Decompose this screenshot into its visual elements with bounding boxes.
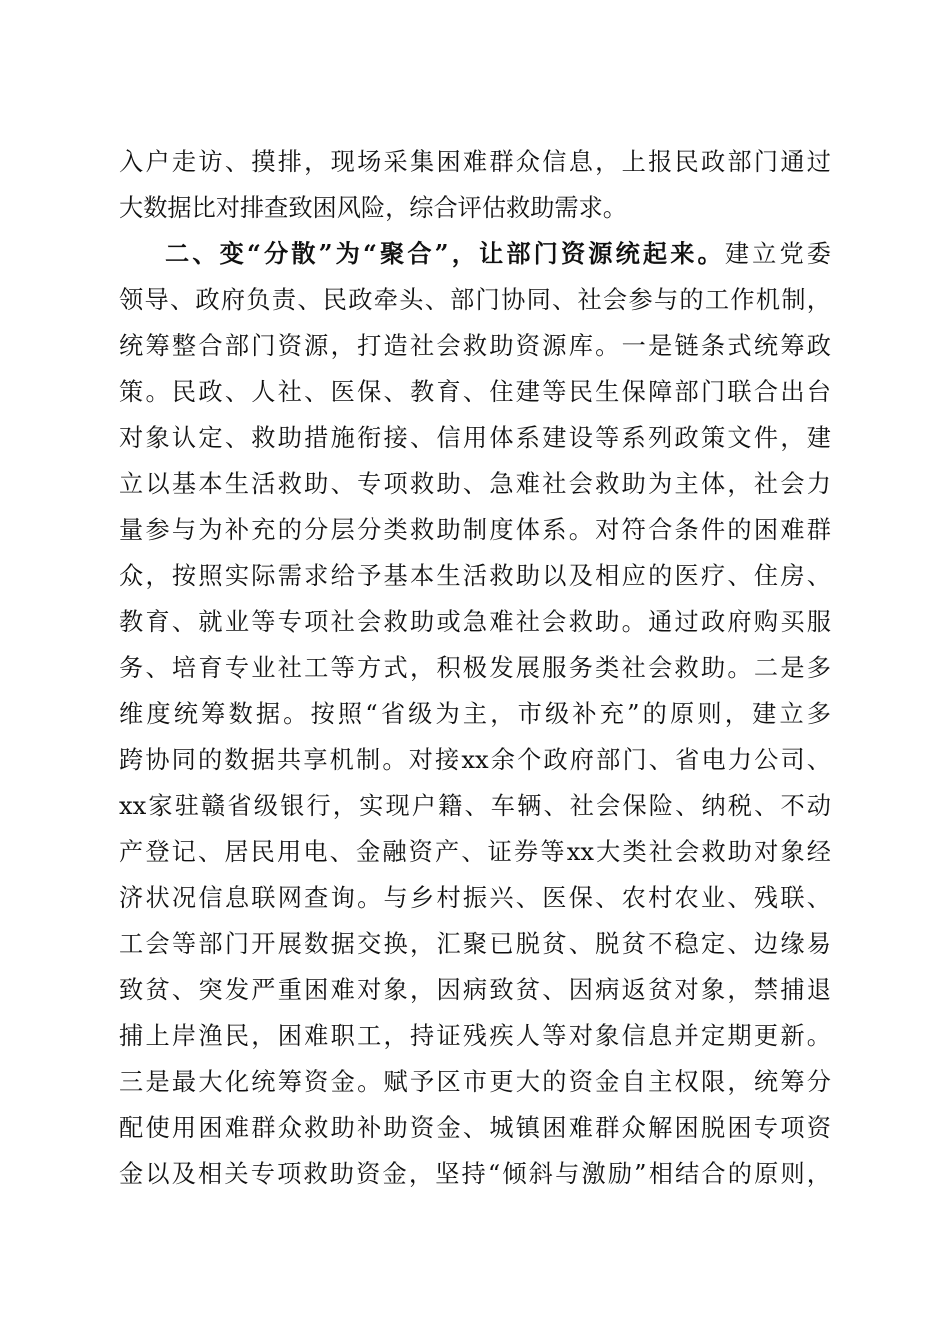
text-line: 跨协同的数据共享机制。对接xx余个政府部门、省电力公司、 [119,746,831,774]
text-line: 金以及相关专项救助资金，坚持“倾斜与激励”相结合的原则， [119,1160,831,1188]
text-line: 大数据比对排查致困风险，综合评估救助需求。 [119,194,627,222]
heading-line-rest: 建立党委 [724,240,831,268]
text-line: xx家驻赣省级银行，实现户籍、车辆、社会保险、纳税、不动 [119,792,831,820]
text-line: 量参与为补充的分层分类救助制度体系。对符合条件的困难群 [119,516,831,544]
text-line: 统筹整合部门资源，打造社会救助资源库。一是链条式统筹政 [119,332,831,360]
text-line: 致贫、突发严重困难对象，因病致贫、因病返贫对象，禁捕退 [119,976,831,1004]
text-line: 维度统筹数据。按照“省级为主，市级补充”的原则，建立多 [119,700,831,728]
text-line: 领导、政府负责、民政牵头、部门协同、社会参与的工作机制， [119,286,831,314]
text-line: 对象认定、救助措施衔接、信用体系建设等系列政策文件，建 [119,424,831,452]
text-line: 入户走访、摸排，现场采集困难群众信息，上报民政部门通过 [119,148,831,176]
text-line: 捕上岸渔民，困难职工，持证残疾人等对象信息并定期更新。 [119,1022,831,1050]
text-line: 立以基本生活救助、专项救助、急难社会救助为主体，社会力 [119,470,831,498]
text-line: 众，按照实际需求给予基本生活救助以及相应的医疗、住房、 [119,562,831,590]
text-line: 三是最大化统筹资金。赋予区市更大的资金自主权限，统筹分 [119,1068,831,1096]
text-line: 教育、就业等专项社会救助或急难社会救助。通过政府购买服 [119,608,831,636]
text-line: 产登记、居民用电、金融资产、证券等xx大类社会救助对象经 [119,838,831,866]
text-line: 工会等部门开展数据交换，汇聚已脱贫、脱贫不稳定、边缘易 [119,930,831,958]
text-line: 济状况信息联网查询。与乡村振兴、医保、农村农业、残联、 [119,884,831,912]
text-line: 配使用困难群众救助补助资金、城镇困难群众解困脱困专项资 [119,1114,831,1142]
section-heading-line [165,234,831,274]
section-heading: 二、变“分散”为“聚合”，让部门资源统起来。 [165,239,725,268]
text-line: 务、培育专业社工等方式，积极发展服务类社会救助。二是多 [119,654,831,682]
text-line: 策。民政、人社、医保、教育、住建等民生保障部门联合出台 [119,378,831,406]
